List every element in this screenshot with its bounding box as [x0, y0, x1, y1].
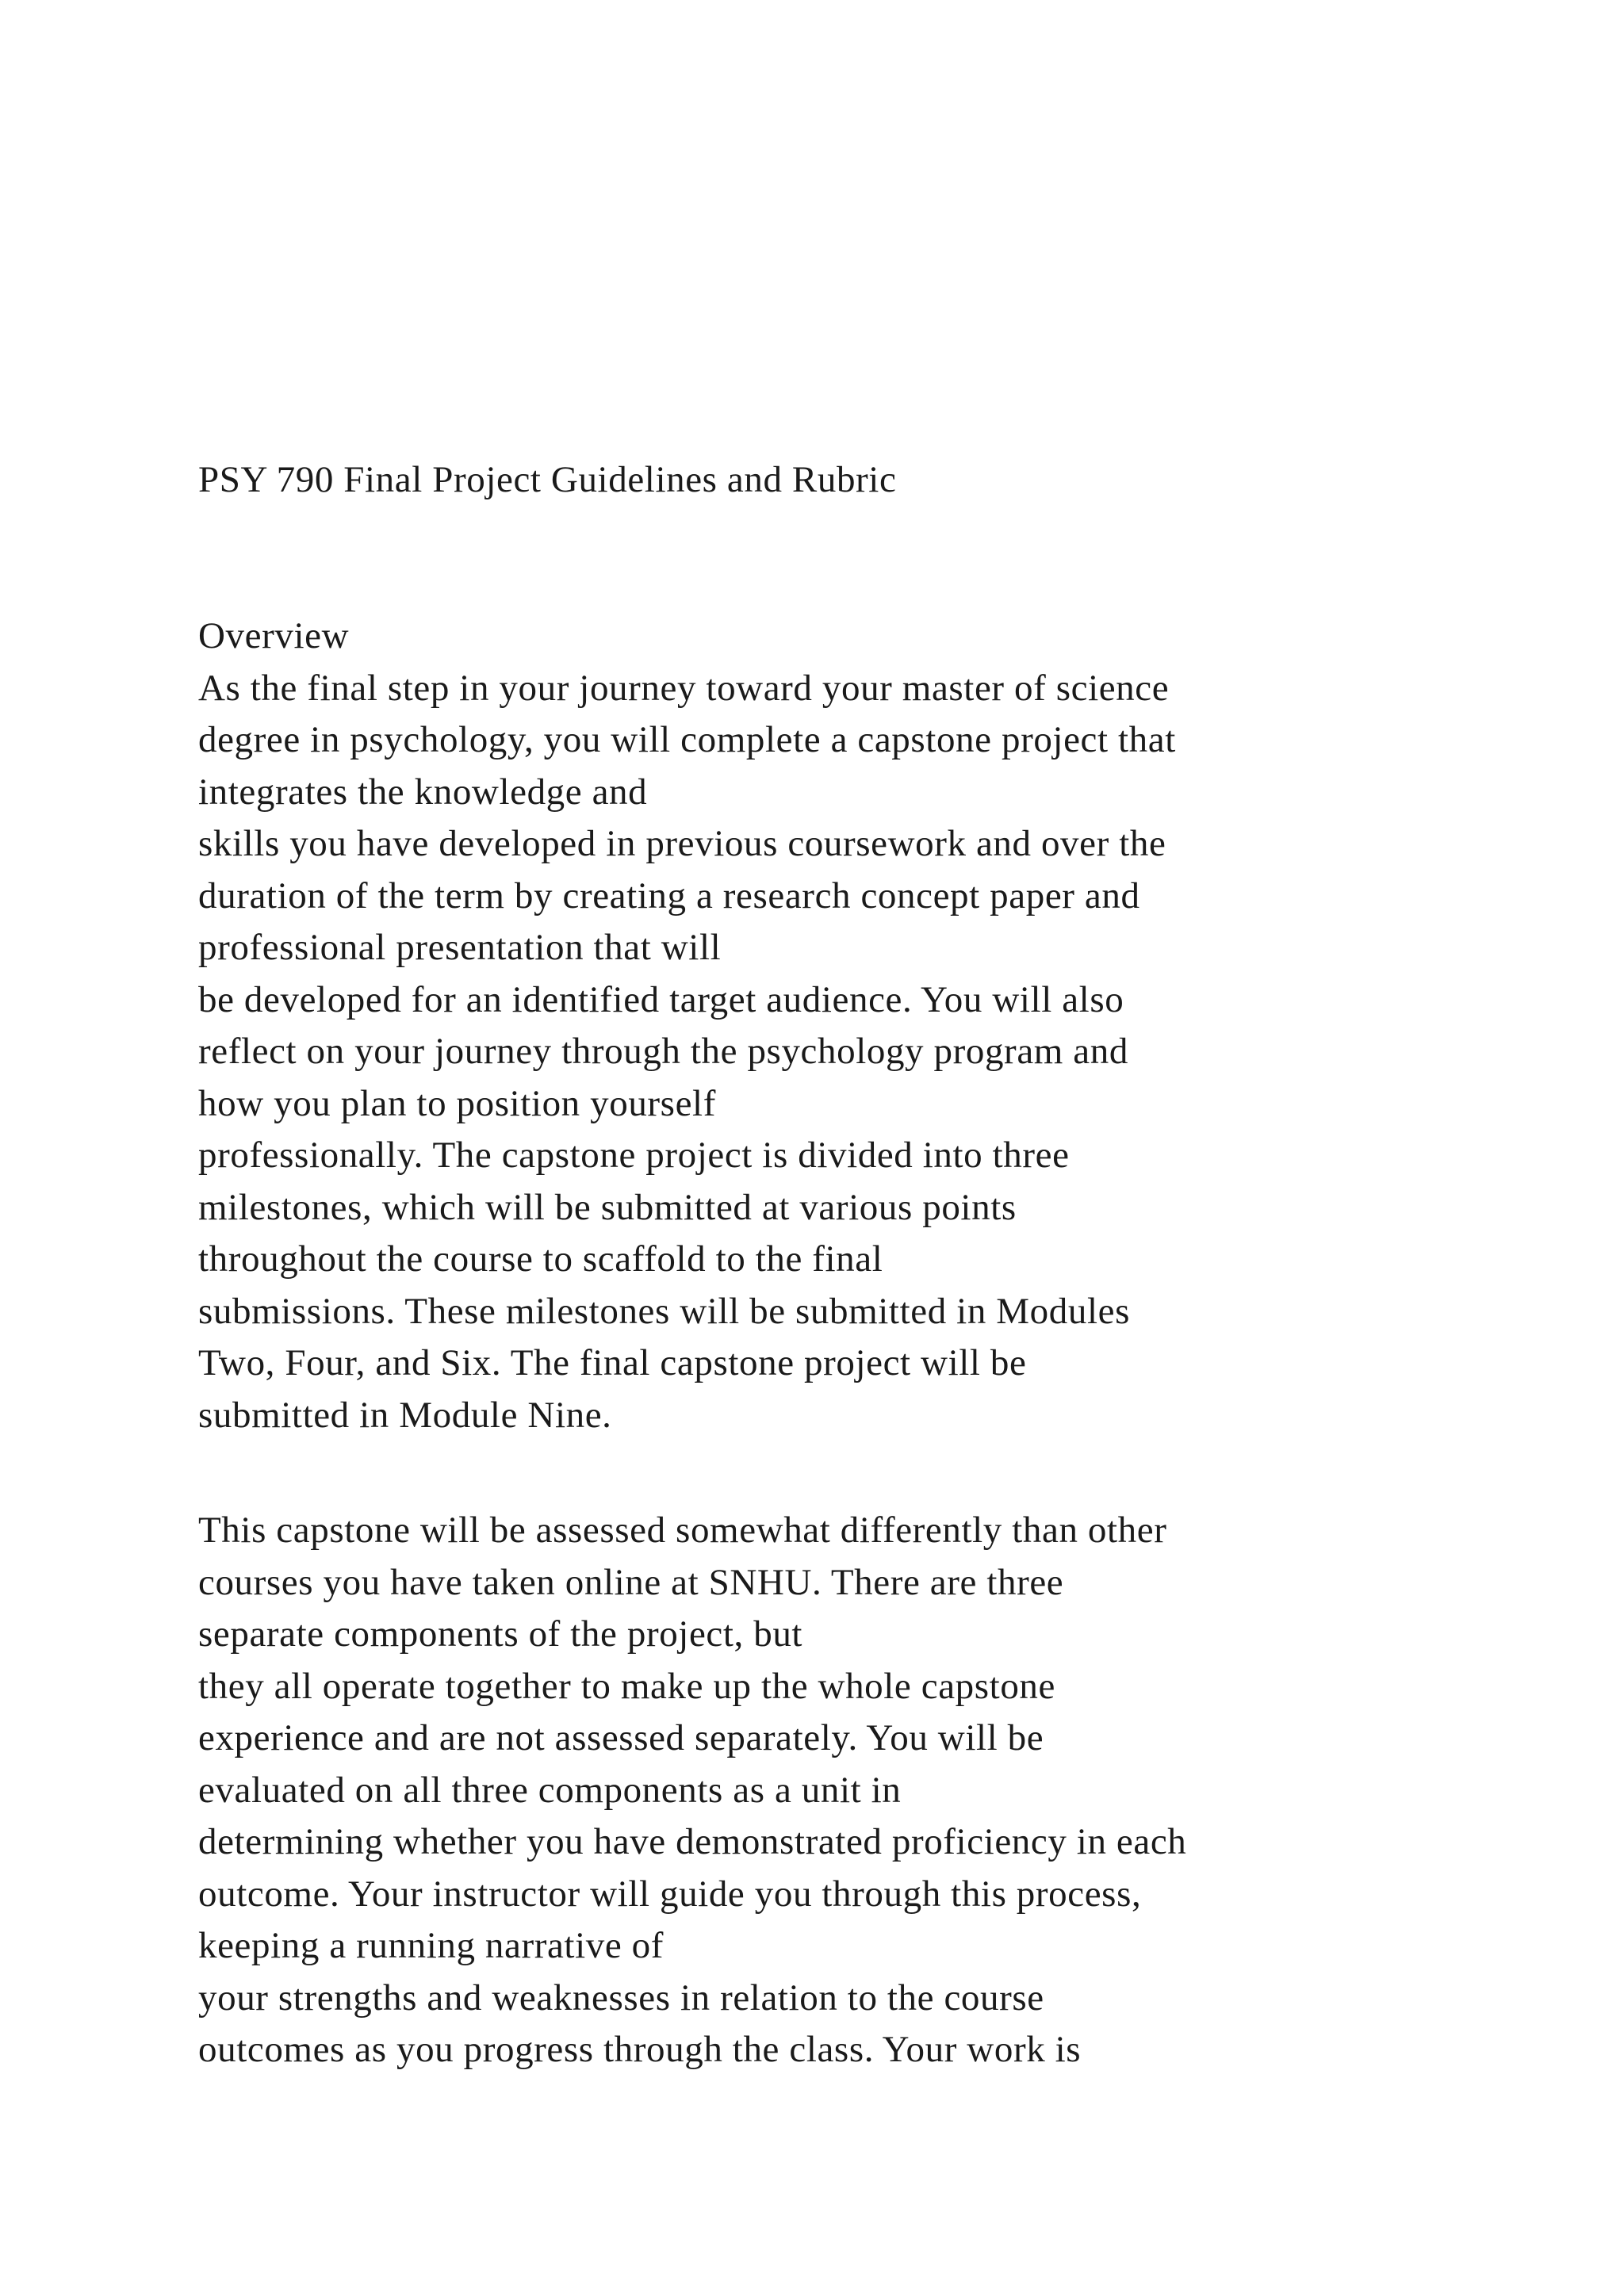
- paragraph-line: be developed for an identified target audience. You will also: [198, 978, 1124, 1020]
- paragraph-line: reflect on your journey through the psychology program and: [198, 1031, 1128, 1072]
- paragraph-line: determining whether you have demonstrated proficiency in each: [198, 1821, 1187, 1862]
- paragraph-line: throughout the course to scaffold to the final: [198, 1238, 883, 1280]
- paragraph-line: evaluated on all three components as a unit in: [198, 1769, 902, 1811]
- paragraph-line: keeping a running narrative of: [198, 1925, 665, 1966]
- paragraph-line: professional presentation that will: [198, 927, 722, 968]
- paragraph-line: integrates the knowledge and: [198, 771, 648, 813]
- paragraph-line: duration of the term by creating a research concept paper and: [198, 874, 1140, 916]
- paragraph-line: outcomes as you progress through the class. Your work is: [198, 2029, 1082, 2070]
- paragraph-line: how you plan to position yourself: [198, 1082, 716, 1124]
- paragraph-line: professionally. The capstone project is divided into three: [198, 1135, 1070, 1176]
- paragraph-line: Two, Four, and Six. The final capstone project will be: [198, 1342, 1027, 1383]
- paragraph-line: they all operate together to make up the whole capstone: [198, 1665, 1055, 1707]
- paragraph-line: This capstone will be assessed somewhat differently than other: [198, 1510, 1167, 1551]
- paragraph-line: separate components of the project, but: [198, 1613, 803, 1655]
- paragraph-line: As the final step in your journey toward your master of science: [198, 667, 1170, 709]
- paragraph-line: experience and are not assessed separately. You will be: [198, 1717, 1044, 1758]
- assessment-paragraph: [198, 1505, 1610, 2076]
- document-title: PSY 790 Final Project Guidelines and Rubric: [198, 459, 897, 500]
- paragraph-line: skills you have developed in previous coursework and over the: [198, 823, 1166, 864]
- paragraph-line: your strengths and weaknesses in relation to the course: [198, 1976, 1044, 2019]
- paragraph-line: submissions. These milestones will be submitted in Modules: [198, 1290, 1130, 1332]
- overview-section: [198, 610, 1610, 1441]
- paragraph-line: courses you have taken online at SNHU. There are three: [198, 1561, 1064, 1603]
- document-title-block: [198, 454, 1610, 507]
- paragraph-line: submitted in Module Nine.: [198, 1394, 612, 1436]
- section-heading-overview: Overview: [198, 615, 350, 656]
- paragraph-line: degree in psychology, you will complete a capstone project that: [198, 719, 1176, 760]
- paragraph-line: milestones, which will be submitted at various points: [198, 1186, 1017, 1228]
- paragraph-line: outcome. Your instructor will guide you through this process,: [198, 1873, 1142, 1915]
